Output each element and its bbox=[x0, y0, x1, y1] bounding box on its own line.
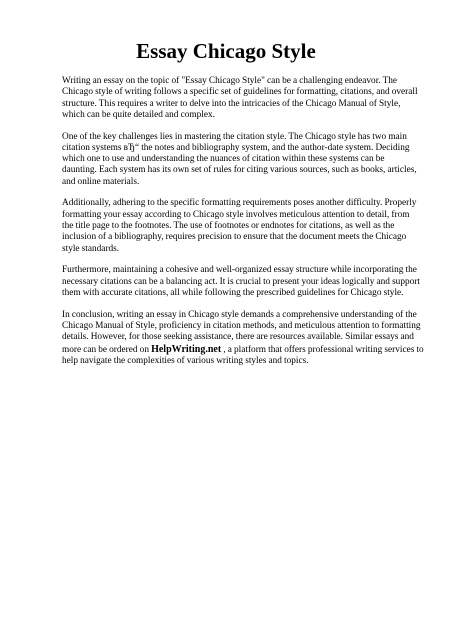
text-line-with-link bbox=[62, 343, 424, 356]
text-line: them with accurate citations, all while following the prescribed guidelines for Chicago style. bbox=[62, 287, 404, 298]
text-line: Furthermore, maintaining a cohesive and well-organized essay structure while incorporating the bbox=[62, 265, 417, 276]
text-line: Writing an essay on the topic of "Essay Chicago Style" can be a challenging endeavor. The bbox=[62, 76, 398, 86]
paragraph-3 bbox=[62, 198, 417, 254]
text-fragment: more can be ordered on bbox=[62, 344, 152, 355]
text-line: structure. This requires a writer to delve into the intricacies of the Chicago Manual of Style, bbox=[62, 98, 401, 109]
text-line: Additionally, adhering to the specific formatting requirements poses another difficulty. Properly bbox=[62, 198, 417, 209]
text-line: which one to use and understanding the nuances of citation within these systems can be bbox=[62, 154, 385, 165]
text-line: style standards. bbox=[62, 243, 120, 254]
text-line: Chicago Manual of Style, proficiency in citation methods, and meticulous attention to formatting bbox=[62, 320, 421, 331]
paragraph-4 bbox=[62, 265, 420, 299]
text-line: necessary citations can be a balancing act. It is crucial to present your ideas logically and support bbox=[62, 276, 420, 287]
text-line: the title page to the footnotes. The use of footnotes or endnotes for citations, as well as the bbox=[62, 221, 395, 232]
text-line: details. However, for those seeking assistance, there are resources available. Similar essays and bbox=[62, 332, 414, 343]
text-line: inclusion of a bibliography, requires precision to ensure that the document meets the Chicago bbox=[62, 232, 407, 243]
text-line: citation systems вЂ“ the notes and bibliography system, and the author-date system. Deciding bbox=[62, 142, 410, 153]
helpwriting-link[interactable]: HelpWriting.net bbox=[151, 343, 222, 355]
paragraph-2 bbox=[62, 131, 417, 188]
text-line: which can be quite detailed and complex. bbox=[62, 109, 215, 120]
document-body bbox=[62, 76, 424, 377]
text-line: daunting. Each system has its own set of rules for citing various sources, such as books, articles, bbox=[62, 165, 417, 176]
paragraph-5 bbox=[62, 309, 424, 367]
text-line: help navigate the complexities of various writing styles and topics. bbox=[62, 355, 309, 366]
paragraph-1 bbox=[62, 76, 418, 121]
text-line: In conclusion, writing an essay in Chicago style demands a comprehensive understanding of the bbox=[62, 309, 417, 320]
text-line: and online materials. bbox=[62, 176, 140, 187]
text-line: Chicago style of writing follows a specific set of guidelines for formatting, citations, and overall bbox=[62, 87, 418, 98]
page-title: Essay Chicago Style bbox=[136, 39, 316, 63]
text-line: One of the key challenges lies in mastering the citation style. The Chicago style has two main bbox=[62, 131, 407, 142]
text-fragment: , a platform that offers professional writing services to bbox=[221, 344, 424, 355]
text-line: formatting your essay according to Chicago style involves meticulous attention to detail, from bbox=[62, 209, 410, 220]
